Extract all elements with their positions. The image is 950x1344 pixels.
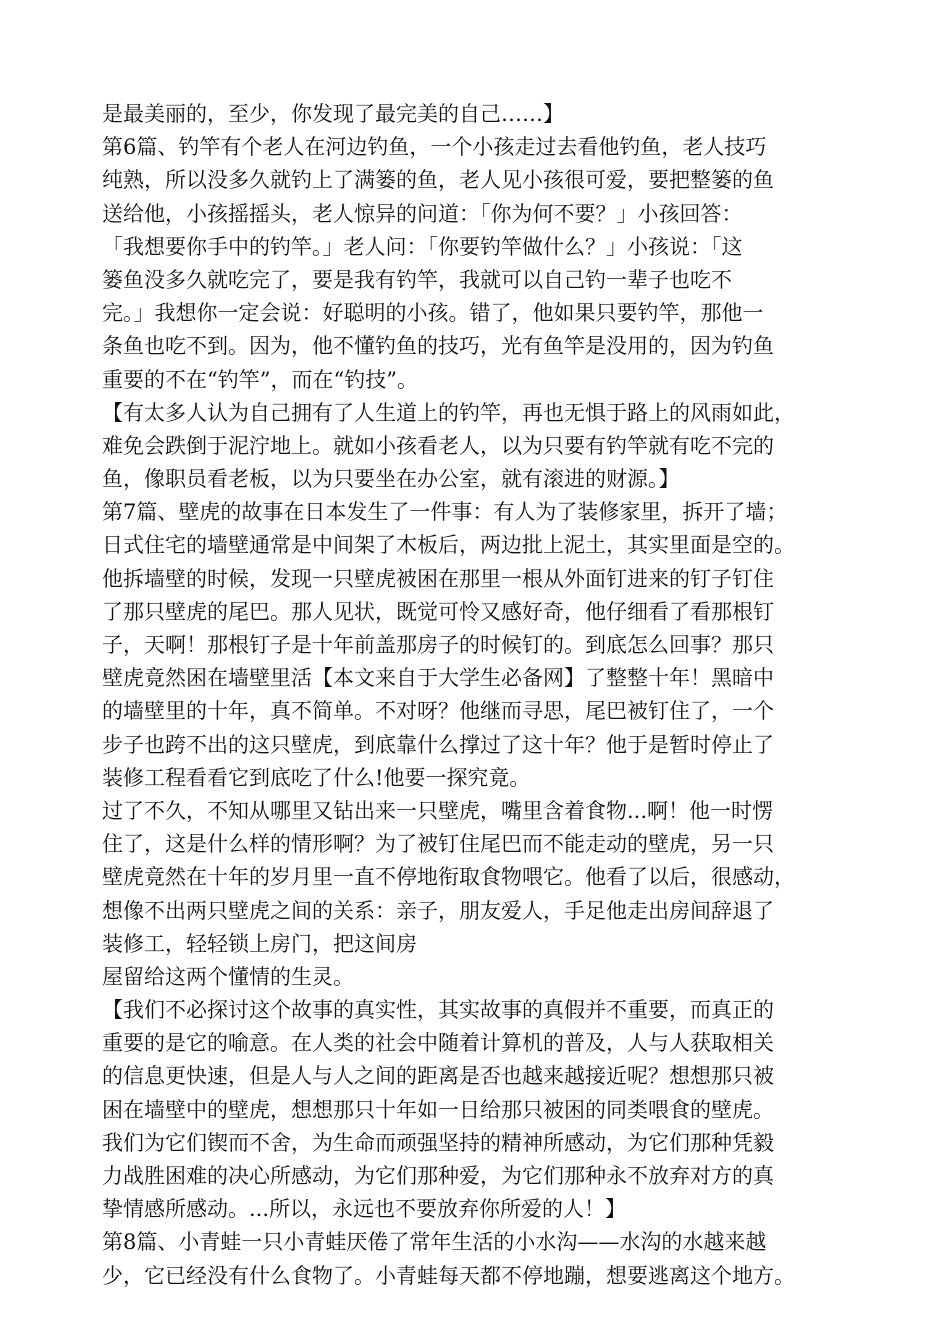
text-line: 装修工程看看它到底吃了什么!他要一探究竟。 — [102, 765, 531, 790]
text-line: 条鱼也吃不到。因为，他不懂钓鱼的技巧，光有鱼竿是没用的，因为钓鱼 — [102, 334, 774, 359]
text-line: 第7篇、壁虎的故事在日本发生了一件事：有人为了装修家里，拆开了墙； — [102, 500, 788, 525]
text-line: 了那只壁虎的尾巴。那人见状，既觉可怜又感好奇，他仔细看了看那根钉 — [102, 599, 774, 624]
text-line: 挚情感所感动。...所以，永远也不要放弃你所爱的人！】 — [102, 1197, 627, 1222]
text-line: 想像不出两只壁虎之间的关系：亲子，朋友爱人，手足他走出房间辞退了 — [102, 898, 774, 923]
text-line: 壁虎竟然在十年的岁月里一直不停地衔取食物喂它。他看了以后，很感动， — [102, 865, 795, 890]
text-line: 子，天啊！那根钉子是十年前盖那房子的时候钉的。到底怎么回事？那只 — [102, 633, 774, 657]
text-line: 鱼，像职员看老板，以为只要坐在办公室，就有滚进的财源。】 — [102, 467, 680, 492]
text-line: 步子也跨不出的这只壁虎，到底靠什么撑过了这十年？他于是暂时停止了 — [102, 732, 774, 757]
text-line: 住了，这是什么样的情形啊？为了被钉住尾巴而不能走动的壁虎，另一只 — [102, 832, 774, 857]
text-line: 我们为它们锲而不舍，为生命而顽强坚持的精神所感动，为它们那种凭毅 — [102, 1130, 774, 1155]
text-line: 他拆墙壁的时候，发现一只壁虎被困在那里一根从外面钉进来的钉子钉住 — [102, 566, 774, 591]
text-line: 送给他，小孩摇摇头，老人惊异的问道：「你为何不要？」小孩回答： — [102, 201, 743, 226]
text-line: 篓鱼没多久就吃完了，要是我有钓竿，我就可以自己钓一辈子也吃不 — [102, 267, 732, 292]
text-line: 第8篇、小青蛙一只小青蛙厌倦了常年生活的小水沟——水沟的水越来越 — [102, 1230, 767, 1255]
text-line: 过了不久，不知从哪里又钻出来一只壁虎，嘴里含着食物...啊！他一时愣 — [102, 798, 774, 823]
text-line: 【有太多人认为自己拥有了人生道上的钓竿，再也无惧于路上的风雨如此， — [102, 400, 795, 425]
text-line: 力战胜困难的决心所感动，为它们那种爱，为它们那种永不放弃对方的真 — [102, 1164, 774, 1188]
text-line: 难免会跌倒于泥泞地上。就如小孩看老人，以为只要有钓竿就有吃不完的 — [102, 433, 774, 458]
text-line: 纯熟，所以没多久就钓上了满篓的鱼，老人见小孩很可爱，要把整篓的鱼 — [102, 168, 774, 193]
text-line: 困在墙壁中的壁虎，想想那只十年如一日给那只被困的同类喂食的壁虎。 — [102, 1097, 774, 1122]
text-line: 装修工，轻轻锁上房门，把这间房 — [102, 931, 417, 956]
text-line: 少，它已经没有什么食物了。小青蛙每天都不停地蹦，想要逃离这个地方。 — [102, 1263, 795, 1288]
text-line: 【我们不必探讨这个故事的真实性，其实故事的真假并不重要，而真正的 — [102, 998, 774, 1023]
text-line: 第6篇、钓竿有个老人在河边钓鱼，一个小孩走过去看他钓鱼，老人技巧 — [102, 135, 767, 160]
text-line: 的墙壁里的十年，真不简单。不对呀？他继而寻思，尾巴被钉住了，一个 — [102, 699, 774, 724]
text-line: 壁虎竟然困在墙壁里活【本文来自于大学生必备网】了整整十年！黑暗中 — [102, 666, 774, 691]
text-line: 完。」我想你一定会说：好聪明的小孩。错了，他如果只要钓竿，那他一 — [102, 301, 764, 326]
text-line: 重要的是它的喻意。在人类的社会中随着计算机的普及，人与人获取相关 — [102, 1031, 774, 1056]
text-line: 是最美丽的，至少，你发现了最完美的自己……】 — [102, 102, 564, 126]
text-line: 日式住宅的墙壁通常是中间架了木板后，两边批上泥土，其实里面是空的。 — [102, 533, 795, 558]
document-body — [102, 98, 862, 1293]
text-line: 的信息更快速，但是人与人之间的距离是否也越来越接近呢？想想那只被 — [102, 1064, 774, 1089]
text-line: 「我想要你手中的钓竿。」老人问：「你要钓竿做什么？」小孩说：「这 — [102, 234, 743, 259]
text-line: 屋留给这两个懂情的生灵。 — [102, 964, 354, 989]
text-line: 重要的不在“钓竿”，而在“钓技”。 — [102, 367, 418, 392]
